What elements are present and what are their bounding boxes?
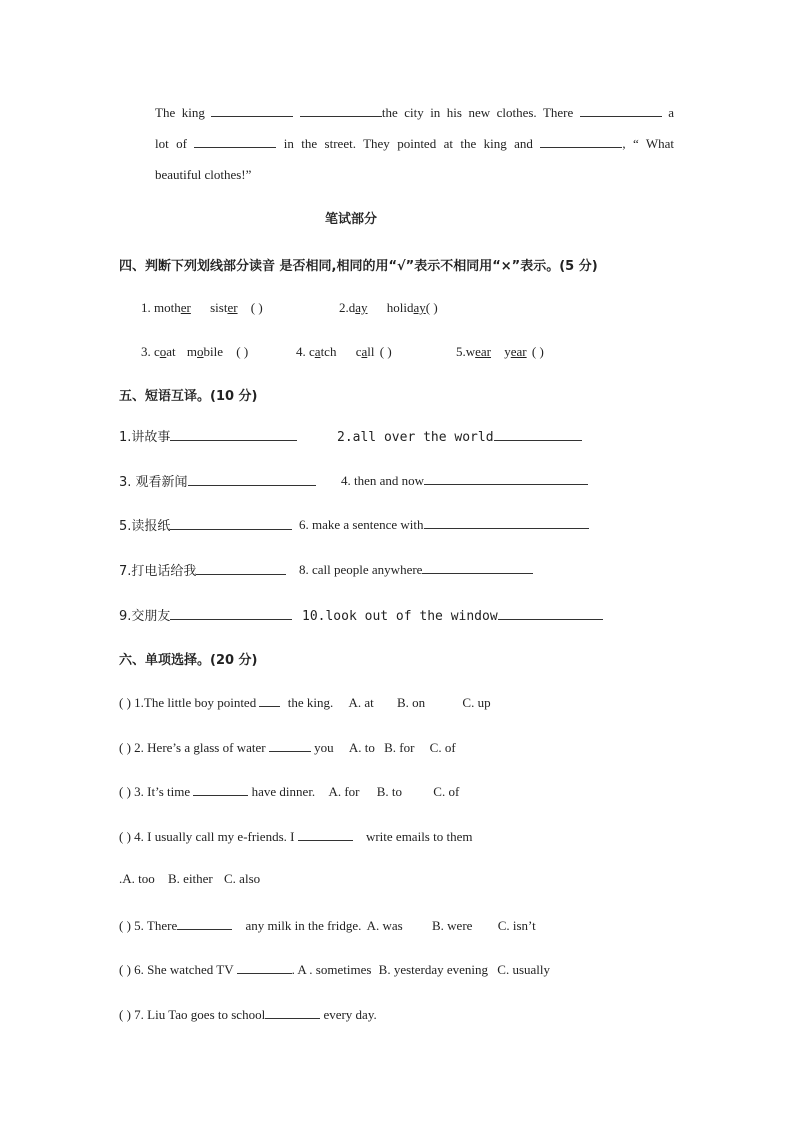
question-4-options: [119, 871, 260, 887]
answer-blank[interactable]: [265, 1005, 320, 1019]
underlined-part: a: [361, 344, 368, 359]
question-3: [119, 782, 459, 800]
question-text: have dinner.: [251, 784, 316, 799]
word-part: tch: [320, 344, 337, 359]
answer-blank[interactable]: [170, 427, 297, 441]
answer-blank[interactable]: [498, 606, 603, 620]
answer-blank[interactable]: [580, 103, 662, 117]
question-2: [119, 738, 456, 756]
underlined-part: ay: [413, 300, 426, 315]
word-part: w: [465, 344, 476, 359]
word-part: c: [309, 344, 315, 359]
answer-blank[interactable]: [298, 827, 353, 841]
option-c[interactable]: C. also: [224, 871, 261, 886]
phrase-text: 1.讲故事: [119, 430, 171, 445]
answer-paren[interactable]: ( ): [531, 344, 544, 359]
underlined-part: er: [180, 300, 191, 315]
option-a[interactable]: A. at: [348, 695, 374, 710]
passage-text: The king: [155, 105, 205, 120]
section4-item-1: [141, 300, 263, 316]
answer-blank[interactable]: [196, 561, 286, 575]
option-a[interactable]: A. was: [366, 918, 403, 933]
section4-item-2: [339, 300, 438, 316]
item-number: 1.: [141, 300, 154, 315]
answer-blank[interactable]: [193, 782, 248, 796]
answer-paren[interactable]: ( ): [119, 918, 131, 933]
passage-text: lot of: [155, 136, 187, 151]
item-number: 3.: [141, 344, 154, 359]
phrase-text: 3. 观看新闻: [119, 475, 188, 490]
phrase-item-10: [302, 606, 603, 624]
phrase-text: 4. then and now: [341, 473, 425, 488]
question-text: 1.The little boy pointed: [134, 695, 257, 710]
word-part: at: [166, 344, 176, 359]
option-b[interactable]: B. either: [168, 871, 213, 886]
phrase-item-3: [119, 471, 316, 490]
word-part: moth: [154, 300, 181, 315]
answer-paren[interactable]: ( ): [119, 829, 131, 844]
question-6: [119, 960, 550, 978]
phrase-text: 2.all over the world: [337, 430, 494, 445]
answer-blank[interactable]: [424, 471, 588, 485]
question-text: 7. Liu Tao goes to school: [134, 1007, 266, 1022]
answer-paren[interactable]: ( ): [119, 695, 131, 710]
answer-blank[interactable]: [494, 427, 582, 441]
answer-blank[interactable]: [540, 134, 622, 148]
word-part: sist: [210, 300, 228, 315]
question-text: 2. Here’s a glass of water: [134, 740, 266, 755]
question-text: 3. It’s time: [134, 784, 191, 799]
answer-blank[interactable]: [194, 134, 276, 148]
word-part: holid: [386, 300, 414, 315]
passage-line-3: [155, 159, 674, 190]
option-c[interactable]: C. up: [462, 695, 491, 710]
underlined-part: er: [227, 300, 238, 315]
phrase-item-8: [299, 560, 533, 578]
passage-text: , “ What: [622, 136, 675, 151]
section-title: 笔试部分: [324, 212, 377, 227]
section4-heading: 四、判断下列划线部分读音 是否相同,相同的用“√”表示不相同用“×”表示。(5 分): [119, 259, 598, 274]
option-b[interactable]: B. were: [432, 918, 473, 933]
answer-paren[interactable]: ( ): [119, 1007, 131, 1022]
question-4: [119, 827, 472, 845]
passage-text: a: [668, 105, 675, 120]
question-text: 6. She watched TV: [134, 962, 234, 977]
passage-text: beautiful clothes!”: [155, 167, 252, 182]
word-part: c: [154, 344, 160, 359]
option-a[interactable]: A. for: [328, 784, 360, 799]
answer-blank[interactable]: [424, 515, 589, 529]
answer-blank[interactable]: [237, 960, 292, 974]
phrase-item-9: [119, 605, 292, 624]
answer-blank[interactable]: [170, 516, 292, 530]
phrase-item-4: [341, 471, 588, 489]
question-text: write emails to them: [365, 829, 473, 844]
option-c[interactable]: C. usually: [497, 962, 551, 977]
option-a[interactable]: .A. too: [119, 871, 155, 886]
underlined-part: o: [159, 344, 167, 359]
word-part: bile: [203, 344, 224, 359]
word-part: m: [186, 344, 198, 359]
underlined-part: o: [197, 344, 204, 359]
item-number: 2.: [339, 300, 349, 315]
item-number: 5.: [456, 344, 466, 359]
passage-text: the city in his new clothes. There: [381, 105, 574, 120]
answer-blank[interactable]: [269, 738, 311, 752]
phrase-text: 8. call people anywhere: [299, 562, 423, 577]
underlined-part: ay: [355, 300, 368, 315]
item-number: 4.: [296, 344, 309, 359]
answer-blank[interactable]: [422, 560, 533, 574]
question-text: you: [314, 740, 334, 755]
word-part: c: [355, 344, 362, 359]
answer-blank[interactable]: [211, 103, 293, 117]
section4-item-3: [141, 344, 248, 360]
word-part: ll: [367, 344, 375, 359]
phrase-item-5: [119, 515, 292, 534]
word-part: y: [504, 344, 511, 359]
answer-paren[interactable]: ( ): [119, 740, 131, 755]
section4-item-4: [296, 344, 392, 360]
answer-paren[interactable]: ( ): [379, 344, 392, 359]
section4-item-5: [456, 344, 544, 360]
question-1: [119, 693, 491, 711]
phrase-text: 7.打电话给我: [119, 564, 197, 579]
passage-line-1: [155, 97, 674, 128]
phrase-item-2: [337, 427, 582, 445]
passage-line-2: [155, 128, 674, 159]
question-text: 5. There: [134, 918, 178, 933]
answer-paren[interactable]: ( ): [119, 784, 131, 799]
section6-heading: 六、单项选择。(20 分): [119, 653, 258, 668]
passage: [155, 97, 674, 190]
option-c[interactable]: C. of: [429, 740, 456, 755]
phrase-item-6: [299, 515, 589, 533]
question-text: every day.: [323, 1007, 377, 1022]
underlined-part: ear: [475, 344, 492, 359]
answer-blank[interactable]: [300, 103, 382, 117]
phrase-text: 10.look out of the window: [302, 609, 498, 624]
option-a[interactable]: A. to: [348, 740, 375, 755]
phrase-text: 9.交朋友: [119, 609, 171, 624]
passage-text: in the street. They pointed at the king and: [283, 136, 533, 151]
answer-paren[interactable]: ( ): [236, 344, 249, 359]
word-part: d: [348, 300, 356, 315]
question-text: 4. I usually call my e-friends. I: [134, 829, 295, 844]
question-7: [119, 1005, 377, 1023]
answer-blank[interactable]: [177, 916, 232, 930]
section5-heading: 五、短语互译。(10 分): [119, 389, 258, 404]
answer-blank[interactable]: [170, 606, 292, 620]
option-c[interactable]: C. isn’t: [497, 918, 536, 933]
answer-paren[interactable]: ( ): [119, 962, 131, 977]
question-text: any milk in the fridge.: [245, 918, 362, 933]
phrase-text: 6. make a sentence with: [299, 517, 424, 532]
underlined-part: ear: [510, 344, 527, 359]
answer-paren[interactable]: ( ): [425, 300, 438, 315]
answer-blank[interactable]: [188, 472, 316, 486]
underlined-part: a: [314, 344, 321, 359]
phrase-item-1: [119, 426, 297, 445]
phrase-text: 5.读报纸: [119, 519, 171, 534]
question-text: the king.: [287, 695, 334, 710]
option-c[interactable]: C. of: [433, 784, 460, 799]
option-b[interactable]: B. for: [384, 740, 415, 755]
option-b[interactable]: B. to: [376, 784, 403, 799]
option-b[interactable]: B. yesterday evening: [378, 962, 489, 977]
phrase-item-7: [119, 560, 286, 579]
question-text: . A . sometimes: [291, 962, 372, 977]
answer-paren[interactable]: ( ): [250, 300, 263, 315]
answer-blank[interactable]: [259, 693, 280, 707]
question-5: [119, 916, 536, 934]
option-b[interactable]: B. on: [397, 695, 426, 710]
